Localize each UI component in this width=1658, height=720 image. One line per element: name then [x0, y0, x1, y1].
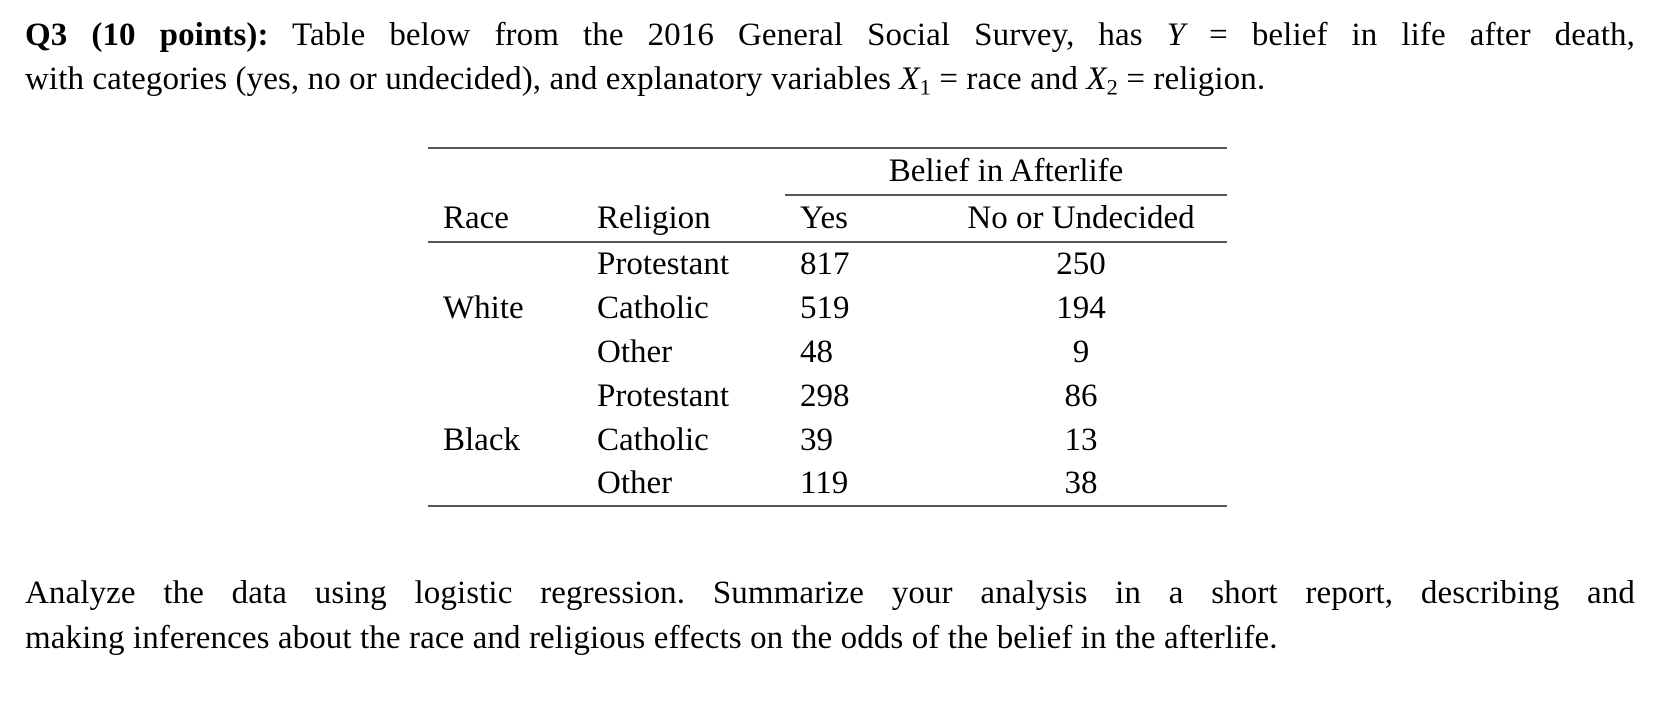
question-number-label: Q3 (10 points): [25, 17, 269, 53]
cell-no-undecided: 194 [1056, 289, 1106, 326]
cell-yes: 298 [800, 377, 850, 414]
span-header-spacer [428, 148, 785, 195]
cell-yes: 519 [800, 289, 850, 326]
math-var-x2: $X_2$ [1086, 61, 1118, 100]
row-black-protestant [428, 374, 1227, 418]
cell-race [428, 330, 583, 374]
cell-race: White [443, 289, 524, 326]
math-var-x1: $X_1$ [899, 61, 931, 100]
col-header-yes: Yes [785, 195, 935, 242]
intro-text-a: Table below from the 2016 General Social Survey, has [292, 17, 1143, 53]
cell-race: Black [443, 421, 520, 458]
cell-religion: Catholic [597, 421, 709, 458]
cell-no-undecided: 9 [1072, 333, 1090, 370]
cell-religion: Catholic [597, 289, 709, 326]
math-var-y: Y [1166, 17, 1186, 53]
closing-line-2: making inferences about the race and religious effects on the odds of the belief in the afterlife. [25, 620, 1278, 656]
intro-text-e: = religion. [1126, 61, 1266, 97]
question-intro-paragraph [25, 13, 1635, 101]
math-sub-1: 1 [919, 74, 931, 100]
row-white-protestant [428, 242, 1227, 286]
intro-line-1 [25, 13, 1635, 57]
intro-text-c: with categories (yes, no or undecided), and explanatory variables [25, 61, 892, 97]
cell-religion: Protestant [597, 246, 729, 282]
cell-yes: 48 [800, 333, 833, 370]
col-header-race: Race [428, 195, 583, 242]
afterlife-table [428, 147, 1227, 507]
cell-religion: Protestant [597, 377, 729, 414]
col-header-religion: Religion [583, 195, 785, 242]
task-instruction-paragraph [25, 571, 1635, 661]
span-header-belief-in-afterlife: Belief in Afterlife [785, 148, 1227, 195]
intro-line-2 [25, 57, 1635, 101]
cell-race [428, 242, 583, 286]
row-black-other [428, 462, 1227, 506]
cell-race [428, 462, 583, 506]
cell-yes: 39 [800, 421, 833, 458]
closing-line-1: Analyze the data using logistic regression. Summarize your analysis in a short report, describing and [25, 575, 1635, 611]
col-header-no-or-undecided: No or Undecided [935, 195, 1227, 242]
cell-no-undecided: 250 [1056, 246, 1106, 282]
row-white-catholic [428, 286, 1227, 330]
row-white-other [428, 330, 1227, 374]
column-header-row [428, 195, 1227, 242]
intro-text-d: = race and [939, 61, 1079, 97]
cell-religion: Other [597, 333, 673, 370]
cell-no-undecided: 38 [1064, 465, 1098, 501]
cell-yes: 817 [800, 246, 850, 282]
math-sub-2: 2 [1106, 74, 1118, 100]
cell-no-undecided: 13 [1064, 421, 1098, 458]
cell-yes: 119 [800, 465, 849, 501]
cell-religion: Other [597, 465, 673, 501]
cell-race [428, 374, 583, 418]
row-black-catholic [428, 418, 1227, 462]
intro-text-b: = belief in life after death, [1209, 17, 1635, 53]
span-header-row [428, 148, 1227, 195]
afterlife-table-container [428, 147, 1227, 507]
cell-no-undecided: 86 [1064, 377, 1098, 414]
